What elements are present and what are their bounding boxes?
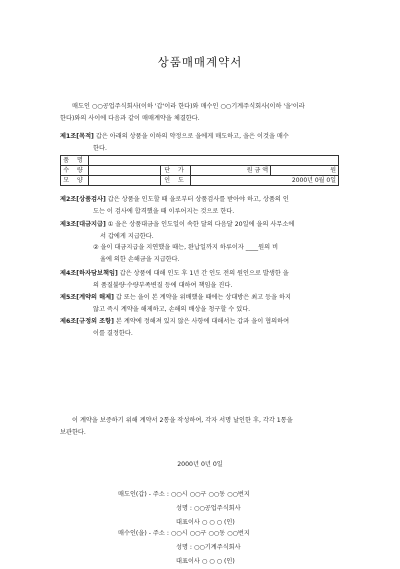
goods-name-value xyxy=(89,156,339,166)
goods-qty-label: 수 량 xyxy=(61,166,89,176)
article-2 xyxy=(60,194,360,217)
closing-line-2: 보관한다. xyxy=(60,428,86,436)
buyer-name: 성명 : ○○기계주식회사 xyxy=(176,544,241,551)
article-5 xyxy=(60,292,360,315)
article-5-text: 갑 또는 을이 본 계약을 위배했을 때에는 상대방은 최고 등을 하지 xyxy=(113,294,292,301)
article-1-line-2: 한다. xyxy=(93,144,107,152)
intro-line-1: 매도인 ○○공업주식회사(이하 '갑'이라 한다)와 매수인 ○○기계주식회사(이하 '을'이라 xyxy=(72,103,305,110)
closing-line-1: 이 계약을 보증하기 위해 계약서 2통을 작성하여, 각자 서명 날인한 후, 각각 1통을 xyxy=(72,417,293,424)
article-3-line-1 xyxy=(60,219,360,231)
buyer-representative: 대표이사 ○ ○ ○ (인) xyxy=(176,558,235,565)
article-6-title: 제6조[규정외 조항] xyxy=(60,318,114,325)
article-3-line-3: ② 을이 대금지급을 지연했을 때는, 완납일까지 하루이자 ____원의 비 xyxy=(93,244,279,251)
article-2-text: 갑은 상품을 인도할 때 을로부터 상품검사를 받아야 하고, 상품의 인 xyxy=(105,196,289,203)
article-3 xyxy=(60,219,360,265)
article-3-line-2: 서 갑에게 지급한다. xyxy=(100,232,154,240)
goods-sample-label: 모 양 xyxy=(61,176,89,186)
article-4-line-2: 의 품질불량·수량부족변질 등에 대하여 책임을 진다. xyxy=(93,281,233,289)
article-6-line-2: 이를 결정한다. xyxy=(93,329,133,337)
seller-address: 매도인(갑) - 주소 : ○○시 ○○구 ○○동 ○○번지 xyxy=(118,491,250,498)
article-3-title: 제3조[대금지급] xyxy=(60,221,106,228)
article-2-line-2: 도는 이 검사에 합격했을 때 이루어지는 것으로 한다. xyxy=(93,207,235,215)
seller-representative: 대표이사 ○ ○ ○ (인) xyxy=(176,519,235,526)
buyer-block xyxy=(118,527,358,569)
seller-block xyxy=(118,488,358,530)
goods-amount-label: 원 금 액 xyxy=(191,166,271,176)
goods-sample-value xyxy=(89,176,161,186)
goods-amount-unit: 원 xyxy=(271,166,339,176)
article-2-title: 제2조[상품검사] xyxy=(60,196,106,203)
seller-name: 성명 : ○○공업주식회사 xyxy=(176,505,241,512)
closing-paragraph xyxy=(60,415,360,438)
document-title: 상품매매계약서 xyxy=(157,55,243,69)
article-5-title: 제5조[계약의 해제] xyxy=(60,294,114,301)
goods-table xyxy=(60,155,339,186)
article-5-line-1 xyxy=(60,292,360,304)
article-3-text: ① 을은 상품대금을 인도일이 속한 달의 다음달 20일에 을의 사무소에 xyxy=(105,221,295,228)
goods-qty-value xyxy=(89,166,161,176)
goods-row-sample xyxy=(61,176,339,186)
article-6-line-1 xyxy=(60,316,360,328)
contract-date: 2000년 0년 0일 xyxy=(177,461,223,468)
article-6 xyxy=(60,316,360,339)
article-4-text: 갑은 상품에 대해 인도 후 1년 간 인도 전의 원인으로 발생한 을 xyxy=(117,270,289,277)
goods-unit-price-label: 단 가 xyxy=(161,166,191,176)
article-1 xyxy=(60,131,360,154)
article-4-line-1 xyxy=(60,268,360,280)
article-4-title: 제4조[하자담보책임] xyxy=(60,270,118,277)
article-1-title: 제1조[목적] xyxy=(60,133,94,140)
intro-line-2: 한다)와의 사이에 다음과 같이 매매계약을 체결한다. xyxy=(60,114,200,122)
buyer-address: 매수인(을) - 주소 : ○○시 ○○구 ○○동 ○○번지 xyxy=(118,530,250,537)
article-5-line-2: 않고 즉시 계약을 해제하고, 손해의 배상을 청구할 수 있다. xyxy=(93,305,251,313)
goods-delivery-label: 인 도 xyxy=(161,176,191,186)
article-6-text: 본 계약에 정해져 있지 않은 사항에 대해서는 갑과 을이 협의하여 xyxy=(113,318,290,325)
article-3-line-4: 율에 의한 손해금을 지급한다. xyxy=(100,255,180,263)
intro-paragraph xyxy=(60,101,360,124)
article-1-line-1 xyxy=(60,131,360,143)
goods-row-name xyxy=(61,156,339,166)
goods-delivery-date: 2000년 0월 0일 xyxy=(191,176,339,186)
article-1-text: 갑은 아래의 상품을 이하의 약정으로 을에게 매도하고, 을은 이것을 매수 xyxy=(93,133,289,140)
goods-row-qty xyxy=(61,166,339,176)
article-4 xyxy=(60,268,360,291)
article-2-line-1 xyxy=(60,194,360,206)
goods-name-label: 품 명 xyxy=(61,156,89,166)
